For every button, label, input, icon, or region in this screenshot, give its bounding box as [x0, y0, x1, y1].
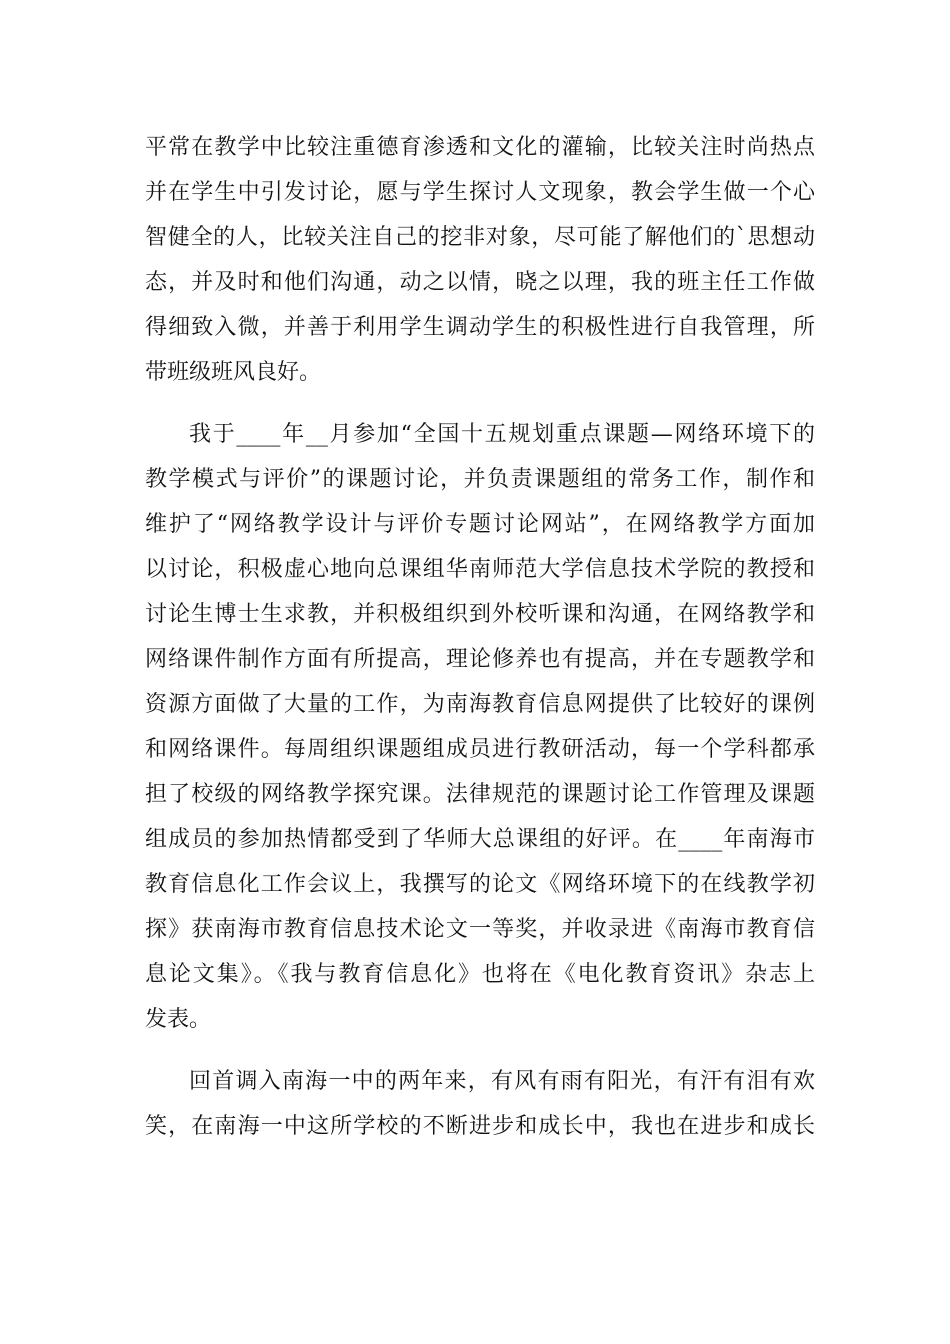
text-line: 和网络课件。每周组织课题组成员进行教研活动，每一个学科都承 [145, 737, 815, 762]
text-line: 回首调入南海一中的两年来，有风有雨有阳光，有汗有泪有欢 [189, 1069, 815, 1094]
text-line: 态，并及时和他们沟通，动之以情，晓之以理，我的班主任工作做 [145, 270, 815, 295]
text-line: 得细致入微，并善于利用学生调动学生的积极性进行自我管理，所 [145, 315, 815, 340]
paragraph-spacer [145, 1042, 815, 1059]
document-body [145, 125, 815, 1149]
text-line: 组成员的参加热情都受到了华师大总课组的好评。在____年南海市 [145, 827, 815, 852]
text-line: 我于____年__月参加“全国十五规划重点课题—网络环境下的 [189, 422, 815, 447]
text-line: 讨论生博士生求教，并积极组织到外校听课和沟通，在网络教学和 [145, 602, 815, 627]
text-line: 以讨论，积极虚心地向总课组华南师范大学信息技术学院的教授和 [145, 557, 815, 582]
paragraph-spacer [145, 395, 815, 412]
text-line: 息论文集》。《我与教育信息化》也将在《电化教育资讯》杂志上 [145, 962, 815, 987]
text-line: 教学模式与评价”的课题讨论，并负责课题组的常务工作，制作和 [145, 467, 815, 492]
text-line: 资源方面做了大量的工作，为南海教育信息网提供了比较好的课例 [145, 692, 815, 717]
paragraph-1 [145, 125, 815, 395]
text-line: 发表。 [145, 1007, 212, 1032]
text-line: 智健全的人，比较关注自己的挖非对象，尽可能了解他们的`思想动 [145, 225, 815, 250]
text-line: 教育信息化工作会议上，我撰写的论文《网络环境下的在线教学初 [145, 872, 815, 897]
paragraph-2 [145, 412, 815, 1042]
paragraph-3 [145, 1059, 815, 1149]
text-line: 平常在教学中比较注重德育渗透和文化的灌输，比较关注时尚热点 [145, 135, 815, 160]
text-line: 笑，在南海一中这所学校的不断进步和成长中，我也在进步和成长 [145, 1114, 815, 1139]
text-line: 网络课件制作方面有所提高，理论修养也有提高，并在专题教学和 [145, 647, 815, 672]
text-line: 带班级班风良好。 [145, 360, 322, 385]
text-line: 维护了“网络教学设计与评价专题讨论网站”，在网络教学方面加 [145, 512, 815, 537]
text-line: 探》获南海市教育信息技术论文一等奖，并收录进《南海市教育信 [145, 917, 815, 942]
text-line: 担了校级的网络教学探究课。法律规范的课题讨论工作管理及课题 [145, 782, 815, 807]
text-line: 并在学生中引发讨论，愿与学生探讨人文现象，教会学生做一个心 [145, 180, 815, 205]
